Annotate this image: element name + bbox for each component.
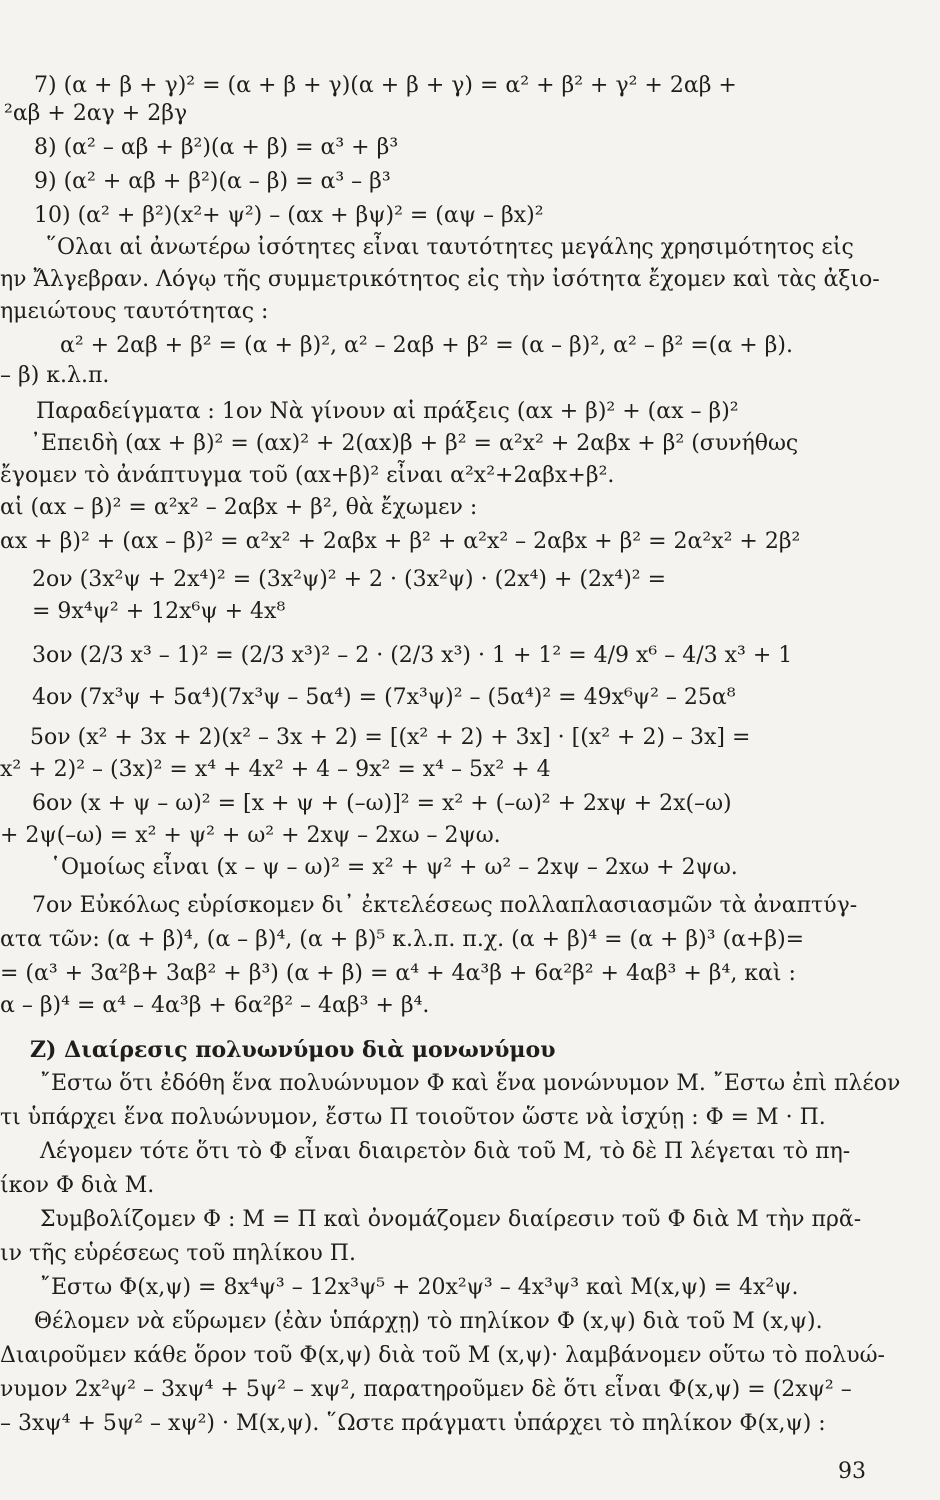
- example-5: 5ον (x² + 3x + 2)(x² – 3x + 2) = [(x² + 2) + 3x] · [(x² + 2) – 3x] =: [30, 725, 751, 750]
- text-line: τι ὑπάρχει ἕνα πολυώνυμον, ἔστω Π τοιοῦτον ὥστε νὰ ἰσχύῃ : Φ = Μ · Π.: [0, 1105, 826, 1130]
- text-line: – β) κ.λ.π.: [0, 363, 110, 388]
- text-line: Θέλομεν νὰ εὕρωμεν (ἐὰν ὑπάρχῃ) τὸ πηλίκον Φ (x,ψ) διὰ τοῦ Μ (x,ψ).: [34, 1309, 823, 1334]
- text-line: αἱ (αx – β)² = α²x² – 2αβx + β², θὰ ἔχωμεν :: [0, 495, 478, 520]
- examples-heading: Παραδείγματα : 1ον Νὰ γίνουν αἱ πράξεις (αx + β)² + (αx – β)²: [36, 399, 739, 424]
- text-line: Λέγομεν τότε ὅτι τὸ Φ εἶναι διαιρετὸν διὰ τοῦ Μ, τὸ δὲ Π λέγεται τὸ πη-: [40, 1139, 851, 1164]
- text-line: = (α³ + 3α²β+ 3αβ² + β³) (α + β) = α⁴ + 4α³β + 6α²β² + 4αβ³ + β⁴, καὶ :: [0, 961, 796, 986]
- text-line: ἔγομεν τὸ ἀνάπτυγμα τοῦ (αx+β)² εἶναι α²x²+2αβx+β².: [0, 463, 615, 488]
- text-line: ᾿Επειδὴ (αx + β)² = (αx)² + 2(αx)β + β² = α²x² + 2αβx + β² (συνήθως: [30, 431, 799, 456]
- text-line: αx + β)² + (αx – β)² = α²x² + 2αβx + β² + α²x² – 2αβx + β² = 2α²x² + 2β²: [0, 529, 801, 554]
- text-line: νυμον 2x²ψ² – 3xψ⁴ + 5ψ² – xψ², παρατηροῦμεν δὲ ὅτι εἶναι Φ(x,ψ) = (2xψ² –: [0, 1377, 852, 1402]
- identity-8: 8) (α² – αβ + β²)(α + β) = α³ + β³: [34, 135, 399, 160]
- text-line: α – β)⁴ = α⁴ – 4α³β + 6α²β² – 4αβ³ + β⁴.: [0, 993, 430, 1018]
- example-5-cont: x² + 2)² – (3x)² = x⁴ + 4x² + 4 – 9x² = x⁴ – 5x² + 4: [0, 757, 551, 782]
- identities-formula: α² + 2αβ + β² = (α + β)², α² – 2αβ + β² = (α – β)², α² – β² =(α + β).: [60, 333, 793, 358]
- text-line: ίκον Φ διὰ Μ.: [0, 1173, 155, 1198]
- example-3: 3ον (2/3 x³ – 1)² = (2/3 x³)² – 2 · (2/3 x³) · 1 + 1² = 4/9 x⁶ – 4/3 x³ + 1: [32, 643, 793, 668]
- text-line: Διαιροῦμεν κάθε ὅρον τοῦ Φ(x,ψ) διὰ τοῦ Μ (x,ψ)· λαμβάνομεν οὕτω τὸ πολυώ-: [0, 1343, 885, 1368]
- example-6-cont: + 2ψ(–ω) = x² + ψ² + ω² + 2xψ – 2xω – 2ψω.: [0, 823, 501, 848]
- text-line: ῞Ολαι αἱ ἀνωτέρω ἰσότητες εἶναι ταυτότητες μεγάλης χρησιμότητος εἰς: [46, 235, 854, 260]
- example-7: 7ον Εὐκόλως εὑρίσκομεν δι᾿ ἐκτελέσεως πολλαπλασιασμῶν τὰ ἀναπτύγ-: [32, 893, 858, 918]
- text-line: Συμβολίζομεν Φ : Μ = Π καὶ ὀνομάζομεν διαίρεσιν τοῦ Φ διὰ Μ τὴν πρᾶ-: [40, 1207, 862, 1232]
- identity-10: 10) (α² + β²)(x²+ ψ²) – (αx + βψ)² = (αψ – βx)²: [34, 203, 544, 228]
- text-line: ιν τῆς εὑρέσεως τοῦ πηλίκου Π.: [0, 1241, 356, 1266]
- section-heading: Ζ) Διαίρεσις πολυωνύμου διὰ μονωνύμου: [30, 1037, 556, 1063]
- example-2-cont: = 9x⁴ψ² + 12x⁶ψ + 4x⁸: [32, 599, 286, 624]
- example-4: 4ον (7x³ψ + 5α⁴)(7x³ψ – 5α⁴) = (7x³ψ)² – (5α⁴)² = 49x⁶ψ² – 25α⁸: [32, 685, 736, 710]
- example-2: 2ον (3x²ψ + 2x⁴)² = (3x²ψ)² + 2 · (3x²ψ) · (2x⁴) + (2x⁴)² =: [32, 567, 667, 592]
- text-line: ῾Ομοίως εἶναι (x – ψ – ω)² = x² + ψ² + ω² – 2xψ – 2xω + 2ψω.: [50, 855, 738, 880]
- identity-9: 9) (α² + αβ + β²)(α – β) = α³ – β³: [34, 169, 391, 194]
- example-6: 6ον (x + ψ – ω)² = [x + ψ + (–ω)]² = x² + (–ω)² + 2xψ + 2x(–ω): [32, 791, 732, 816]
- text-line: ημειώτους ταυτότητας :: [0, 299, 269, 324]
- text-line: ῎Εστω ὅτι ἐδόθη ἕνα πολυώνυμον Φ καὶ ἕνα μονώνυμον Μ. ῎Εστω ἐπὶ πλέον: [40, 1071, 901, 1096]
- text-line: ατα τῶν: (α + β)⁴, (α – β)⁴, (α + β)⁵ κ.λ.π. π.χ. (α + β)⁴ = (α + β)³ (α+β)=: [0, 927, 805, 952]
- identity-7: 7) (α + β + γ)² = (α + β + γ)(α + β + γ) = α² + β² + γ² + 2αβ +: [34, 73, 737, 98]
- text-line: – 3xψ⁴ + 5ψ² – xψ²) · Μ(x,ψ). ῞Ωστε πράγματι ὑπάρχει τὸ πηλίκον Φ(x,ψ) :: [0, 1411, 826, 1436]
- text-line: ην Ἄλγεβραν. Λόγῳ τῆς συμμετρικότητος εἰς τὴν ἰσότητα ἔχομεν καὶ τὰς ἀξιο-: [0, 267, 880, 292]
- identity-7-cont: ²αβ + 2αγ + 2βγ: [4, 101, 188, 126]
- text-line: ῎Εστω Φ(x,ψ) = 8x⁴ψ³ – 12x³ψ⁵ + 20x²ψ³ – 4x³ψ³ καὶ Μ(x,ψ) = 4x²ψ.: [40, 1275, 799, 1300]
- page-number: 93: [838, 1459, 866, 1484]
